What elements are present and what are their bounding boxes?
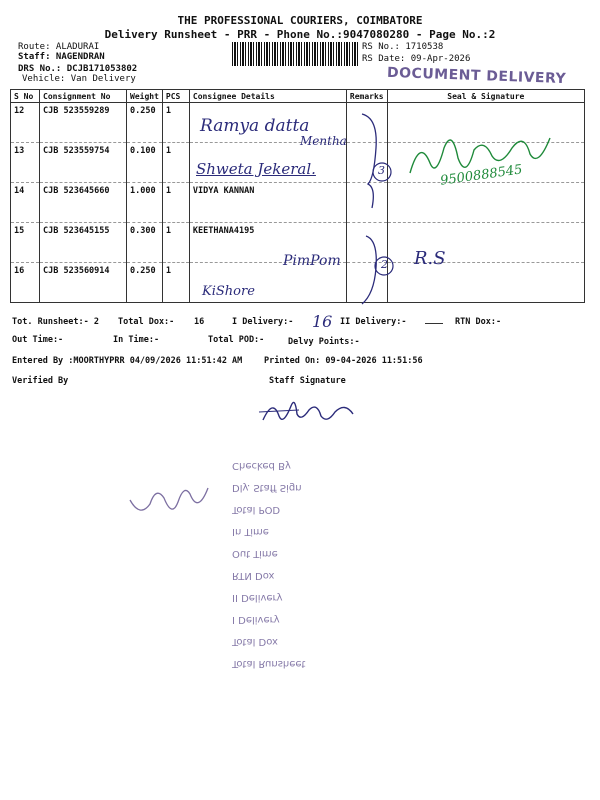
handwritten-name-row15: PimPom	[283, 253, 341, 269]
col-weight: Weight	[127, 90, 163, 103]
drs-number: DRS No.: DCJB171053802	[18, 64, 138, 74]
staff-signature-label: Staff Signature	[269, 376, 346, 386]
cell-pcs: 1	[162, 223, 189, 263]
cell-weight: 0.250	[127, 263, 163, 303]
staff-signature-underline	[259, 410, 299, 412]
cell-consignment: CJB 523559754	[40, 143, 127, 183]
cell-pcs: 1	[162, 263, 189, 303]
bracket-marks	[340, 108, 400, 318]
mirror-line: I Delivery	[232, 614, 280, 625]
rs-number: RS No.: 1710538	[362, 42, 444, 52]
handwritten-name-row16: KiShore	[202, 284, 255, 299]
cell-weight: 0.250	[127, 103, 163, 143]
cell-consignment: CJB 523560914	[40, 263, 127, 303]
company-title: THE PROFESSIONAL COURIERS, COIMBATORE	[177, 14, 423, 27]
handwritten-name-row12-b: Mentha	[300, 134, 347, 148]
cell-consignee: VIDYA KANNAN	[189, 183, 346, 223]
cell-sno: 13	[11, 143, 40, 183]
verified-by: Verified By	[12, 376, 69, 386]
in-time-label: In Time:-	[113, 335, 160, 345]
col-remarks: Remarks	[346, 90, 387, 103]
mirrored-signature-stroke	[130, 488, 208, 510]
cell-consignment: CJB 523645660	[40, 183, 127, 223]
table-header-row	[11, 90, 585, 103]
vehicle-label: Vehicle: Van Delivery	[22, 74, 136, 84]
handwritten-name-row12: Ramya datta	[200, 116, 310, 136]
cell-sno: 12	[11, 103, 40, 143]
mirror-line: Total POD	[232, 504, 281, 515]
cell-consignment: CJB 523645155	[40, 223, 127, 263]
printed-on: Printed On: 09-04-2026 11:51:56	[264, 356, 423, 366]
dash-mark	[425, 323, 443, 324]
tot-runsheet: Tot. Runsheet:- 2	[12, 317, 99, 327]
col-pcs: PCS	[162, 90, 189, 103]
rs-date: RS Date: 09-Apr-2026	[362, 54, 471, 64]
cell-consignment: CJB 523559289	[40, 103, 127, 143]
handwritten-phone: 9500888545	[439, 162, 524, 189]
bracket-lower	[362, 236, 376, 304]
circle-number-2: 2	[381, 258, 388, 271]
document-delivery-stamp: DOCUMENT DELIVERY	[386, 64, 567, 88]
staff-signature-mark	[255, 392, 365, 428]
mirror-line: Total Runsheet	[232, 658, 306, 669]
i-delivery-label: I Delivery:-	[232, 317, 294, 327]
table-row	[11, 183, 585, 223]
out-time-label: Out Time:-	[12, 335, 64, 345]
col-seal-signature: Seal & Signature	[387, 90, 584, 103]
cell-weight: 0.100	[127, 143, 163, 183]
ii-delivery-label: II Delivery:-	[340, 317, 407, 327]
mirrored-signature	[118, 478, 218, 528]
handwritten-delivery-count: 16	[312, 312, 333, 331]
cell-sno: 15	[11, 223, 40, 263]
circle-number-1: 3	[378, 164, 385, 177]
col-consignee: Consignee Details	[189, 90, 346, 103]
total-dox-value: 16	[194, 317, 205, 327]
cell-pcs: 1	[162, 183, 189, 223]
bracket-upper	[362, 114, 376, 208]
col-sno: S No	[11, 90, 40, 103]
staff-label: Staff: NAGENDRAN	[18, 52, 105, 62]
cell-weight: 0.300	[127, 223, 163, 263]
mirrored-stamp	[232, 460, 332, 670]
mirror-line: In Time	[232, 526, 269, 537]
barcode-image	[232, 42, 358, 66]
route-label: Route: ALADURAI	[18, 42, 100, 52]
handwritten-name-row13: Shweta Jekeral.	[196, 160, 316, 178]
cell-pcs: 1	[162, 103, 189, 143]
handwritten-signature-2: R.S	[414, 248, 446, 269]
cell-pcs: 1	[162, 143, 189, 183]
cell-weight: 1.000	[127, 183, 163, 223]
total-pod-label: Total POD:-	[208, 335, 265, 345]
mirror-line: RTN Dox	[232, 570, 275, 581]
cell-seal	[387, 183, 584, 223]
total-dox-label: Total Dox:-	[118, 317, 175, 327]
cell-sno: 16	[11, 263, 40, 303]
cell-consignee: KEETHANA4195	[189, 223, 346, 263]
rtn-dox-label: RTN Dox:-	[455, 317, 502, 327]
mirror-line: II Delivery	[232, 592, 283, 603]
mirror-line: Checked By	[232, 460, 291, 471]
cell-sno: 14	[11, 183, 40, 223]
mirror-line: Out Time	[232, 548, 278, 559]
delvy-points-label: Delvy Points:-	[288, 337, 360, 347]
mirror-line: Dly. Staff Sign	[232, 482, 302, 493]
entered-by: Entered By :MOORTHYPRR 04/09/2026 11:51:42 AM	[12, 356, 243, 366]
runsheet-subtitle: Delivery Runsheet - PRR - Phone No.:9047080280 - Page No.:2	[104, 28, 496, 41]
mirror-line: Total Dox	[232, 636, 278, 647]
col-consignment: Consignment No	[40, 90, 127, 103]
